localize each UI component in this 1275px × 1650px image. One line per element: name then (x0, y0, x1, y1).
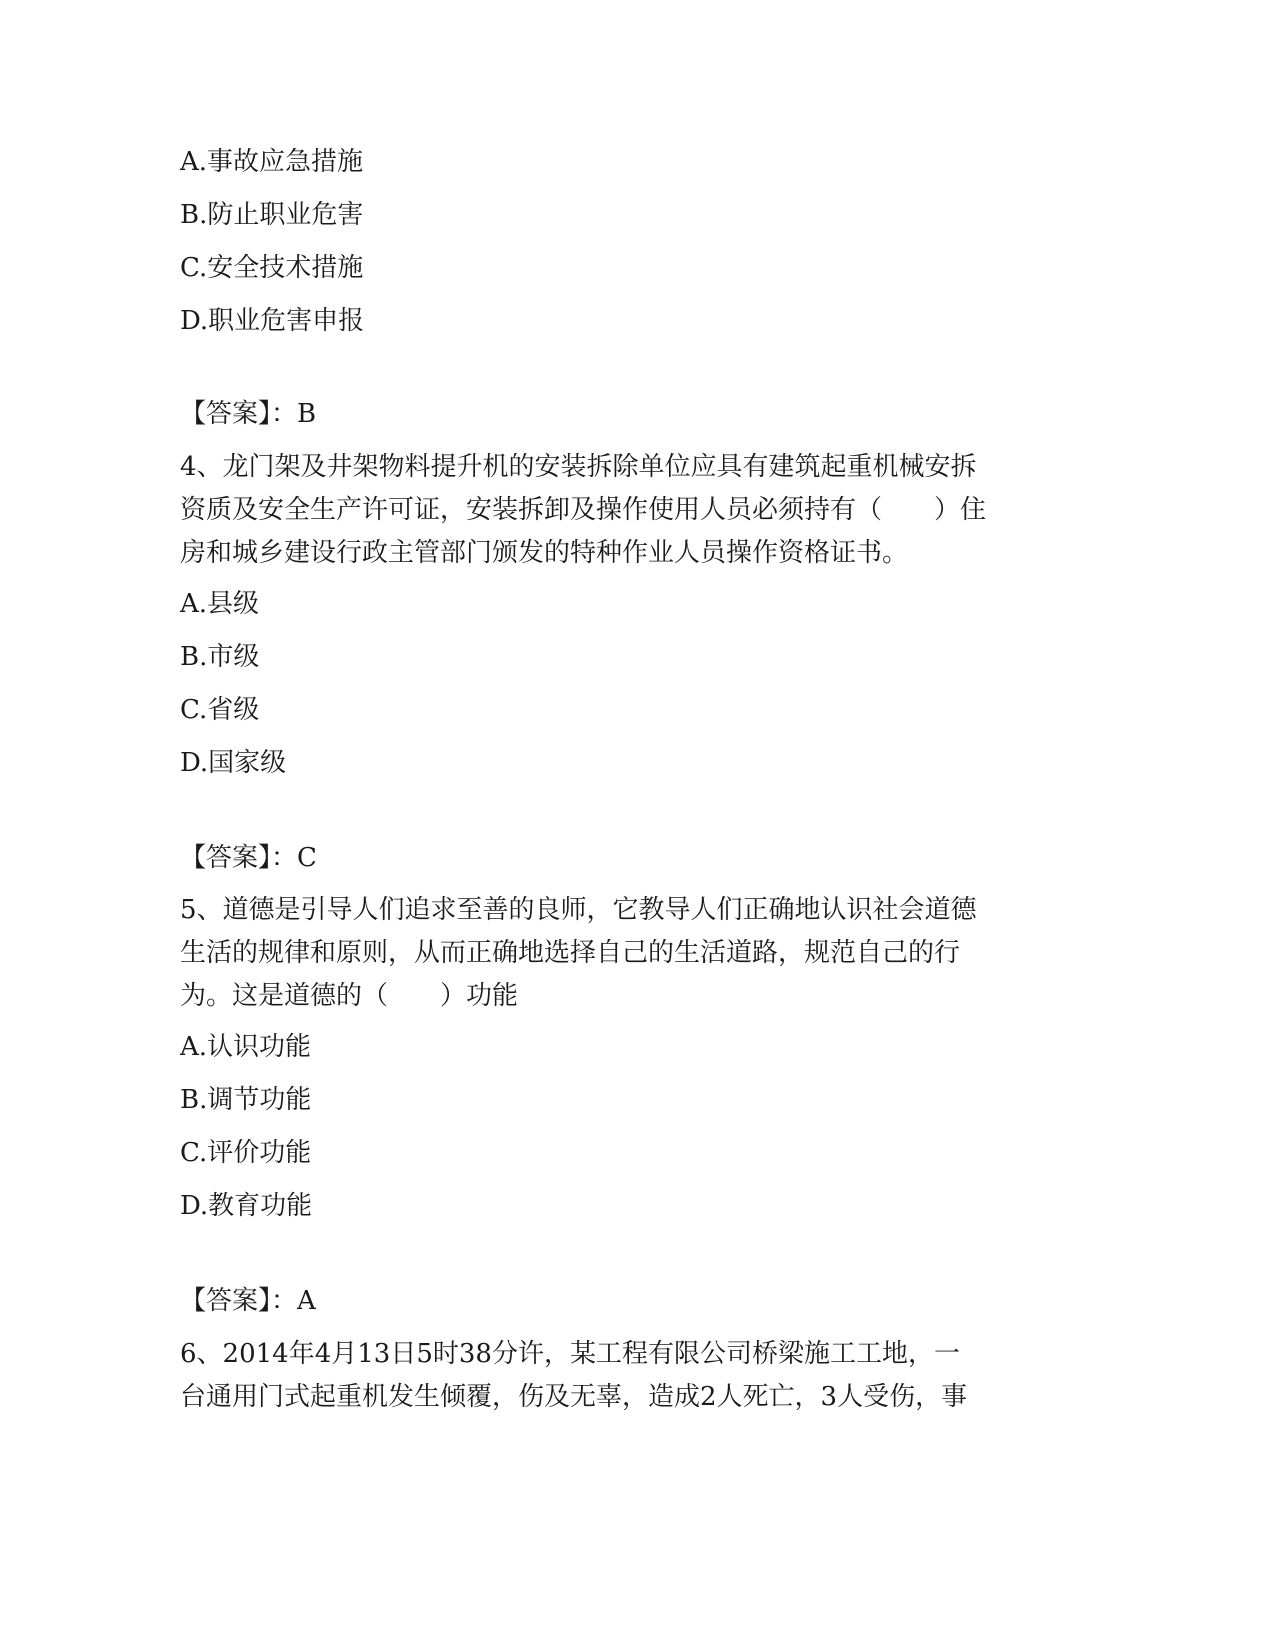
question-line: 生活的规律和原则，从而正确地选择自己的生活道路，规范自己的行 (180, 938, 961, 968)
option-b: B.防止职业危害 (180, 200, 364, 230)
option-a: A.认识功能 (180, 1032, 312, 1062)
option-c: C.安全技术措施 (180, 253, 364, 283)
question-line: 房和城乡建设行政主管部门颁发的特种作业人员操作资格证书。 (180, 538, 909, 568)
question-line: 台通用门式起重机发生倾覆，伤及无辜，造成2人死亡，3人受伤，事 (180, 1382, 968, 1412)
question-line: 6、2014年4月13日5时38分许，某工程有限公司桥梁施工工地，一 (180, 1339, 960, 1369)
option-d: D.教育功能 (180, 1191, 313, 1221)
q4-question (180, 446, 1040, 575)
q5-question (180, 889, 1040, 1018)
answer-label: 【答案】：C (180, 843, 317, 873)
question-line: 为。这是道德的（ ）功能 (180, 981, 519, 1011)
q5-answer-block (180, 1279, 1040, 1323)
question-line: 资质及安全生产许可证，安装拆卸及操作使用人员必须持有（ ）住 (180, 495, 987, 525)
answer-label: 【答案】：A (180, 1286, 316, 1316)
q3-answer-block (180, 392, 1040, 436)
answer-label: 【答案】：B (180, 399, 317, 429)
option-b: B.市级 (180, 642, 260, 672)
q4-options (180, 578, 1040, 790)
q3-options (180, 136, 1040, 348)
q5-options (180, 1021, 1040, 1233)
q4-answer-block (180, 836, 1040, 880)
option-c: C.省级 (180, 695, 260, 725)
option-c: C.评价功能 (180, 1138, 312, 1168)
question-line: 5、道德是引导人们追求至善的良师，它教导人们正确地认识社会道德 (180, 895, 977, 925)
option-d: D.国家级 (180, 748, 287, 778)
option-b: B.调节功能 (180, 1085, 312, 1115)
question-line: 4、龙门架及井架物料提升机的安装拆除单位应具有建筑起重机械安拆 (180, 452, 977, 482)
option-d: D.职业危害申报 (180, 306, 365, 336)
option-a: A.县级 (180, 589, 260, 619)
option-a: A.事故应急措施 (180, 147, 364, 177)
q6-question (180, 1333, 1040, 1419)
